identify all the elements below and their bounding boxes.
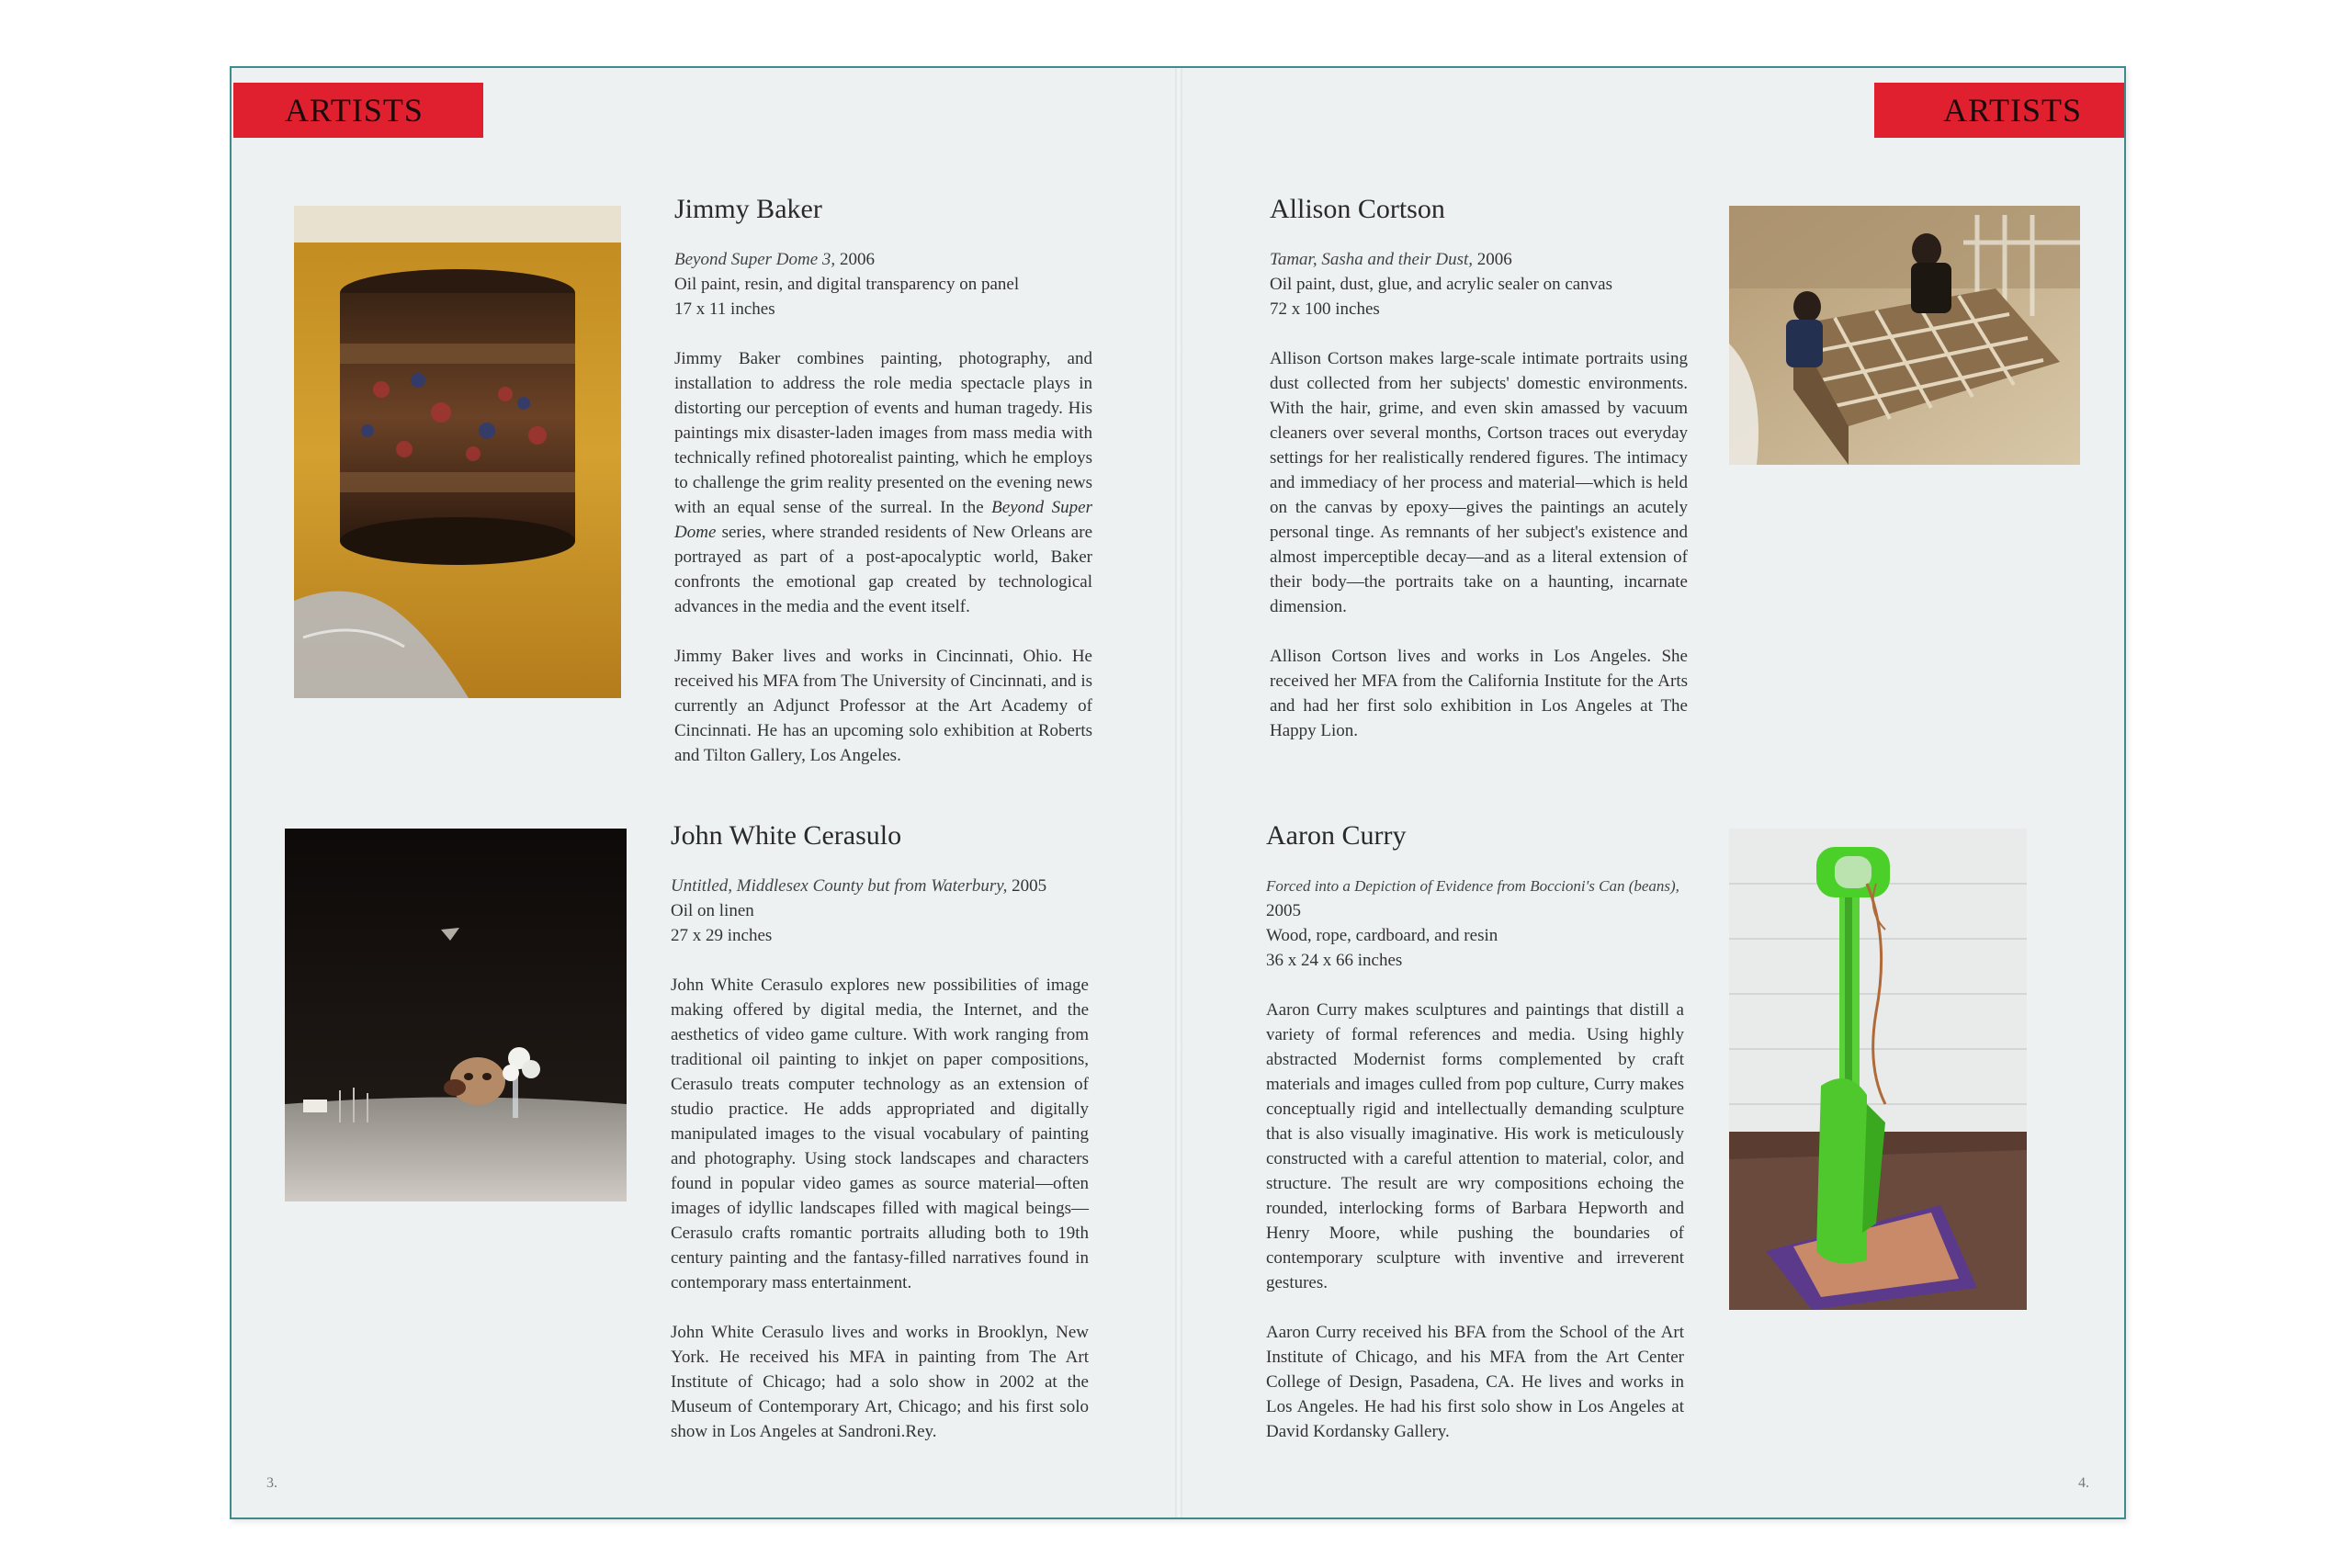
artist-name: Allison Cortson <box>1270 194 1445 224</box>
work-dimensions: 36 x 24 x 66 inches <box>1266 951 1403 970</box>
artwork-untitled-middlesex <box>285 829 627 1201</box>
artwork-tamar-sasha-dust <box>1729 206 2080 465</box>
page-number-left: 3. <box>266 1475 277 1491</box>
artist-name: Jimmy Baker <box>674 194 822 224</box>
artist-bio: Allison Cortson makes large-scale intimate portraits using dust collected from her subjects' domestic environments. With the hair, grime, and even skin amassed by vacuum cleaners over several months, Cortson traces out everyday settings for her realistically rendered figures. The intimacy and immediacy of her process and material—which is held on the canvas by epoxy—gives the paintings an acutely personal tinge. As remnants of her subject's existence and almost imperceptible decay—and as a literal extension of their body—the portraits take on a haunting, incarnate dimension. <box>1270 349 1688 616</box>
section-tab-left: ARTISTS <box>233 83 483 138</box>
artist-name: Aaron Curry <box>1266 820 1407 851</box>
work-year: 2006 <box>839 250 875 269</box>
artist-entry-allison-cortson <box>1270 194 1688 743</box>
work-medium: Oil paint, dust, glue, and acrylic sealer on canvas <box>1270 275 1613 294</box>
right-page <box>1178 68 2124 1517</box>
work-year: 2006 <box>1476 250 1512 269</box>
artist-entry-jimmy-baker <box>674 194 1092 768</box>
artist-background: Allison Cortson lives and works in Los Angeles. She received her MFA from the California Institute for the Arts and had her first solo exhibition in Los Angeles at The Happy Lion. <box>1270 647 1688 740</box>
work-title: Tamar, Sasha and their Dust, <box>1270 250 1474 269</box>
artist-name: John White Cerasulo <box>671 820 902 851</box>
work-year: 2005 <box>1012 876 1047 896</box>
work-dimensions: 27 x 29 inches <box>671 926 773 945</box>
artist-background: Jimmy Baker lives and works in Cincinnati, Ohio. He received his MFA from The University of Cincinnati, and is currently an Adjunct Professor at the Art Academy of Cincinnati. He has an upcoming solo exhibition at Roberts and Tilton Gallery, Los Angeles. <box>674 647 1092 765</box>
artist-entry-john-white-cerasulo <box>671 820 1089 1444</box>
artist-background: Aaron Curry received his BFA from the School of the Art Institute of Chicago, and his MFA from the Art Center College of Design, Pasadena, CA. He lives and works in Los Angeles. He had his first solo show in Los Angeles at David Kordansky Gallery. <box>1266 1323 1684 1441</box>
work-dimensions: 72 x 100 inches <box>1270 299 1380 319</box>
work-medium: Oil paint, resin, and digital transparency on panel <box>674 275 1020 294</box>
work-medium: Oil on linen <box>671 901 754 920</box>
artist-entry-aaron-curry <box>1266 820 1684 1444</box>
work-title: Forced into a Depiction of Evidence from Boccioni's Can (beans), <box>1266 877 1679 895</box>
work-dimensions: 17 x 11 inches <box>674 299 775 319</box>
artwork-beyond-super-dome <box>294 206 621 698</box>
artist-bio: Aaron Curry makes sculptures and paintings that distill a variety of formal references and media. Using highly abstracted Modernist forms complemented by craft materials and images culled from pop culture, Curry makes conceptually rigid and intellectually demanding sculpture that is also visually imaginative. His work is meticulously constructed with a careful attention to material, color, and structure. The result are wry compositions echoing the rounded, interlocking forms of Barbara Hepworth and Henry Moore, while pushing the boundaries of contemporary sculpture with inventive and irreverent gestures. <box>1266 1000 1684 1292</box>
artwork-forced-into-depiction <box>1729 829 2027 1310</box>
work-medium: Wood, rope, cardboard, and resin <box>1266 926 1498 945</box>
page-number-right: 4. <box>2078 1475 2089 1491</box>
catalog-spread <box>230 66 2126 1519</box>
work-year: 2005 <box>1266 901 1301 920</box>
work-title: Beyond Super Dome 3, <box>674 250 836 269</box>
work-title: Untitled, Middlesex County but from Waterbury, <box>671 876 1008 896</box>
section-tab-right: ARTISTS <box>1874 83 2124 138</box>
left-page <box>232 68 1178 1517</box>
artist-bio: John White Cerasulo explores new possibilities of image making offered by digital media, the Internet, and the aesthetics of video game culture. With work ranging from traditional oil painting to inkjet on paper compositions, Cerasulo treats computer technology as an extension of studio practice. He adds appropriated and digitally manipulated images to the visual vocabulary of painting and photography. Using stock landscapes and characters found in popular video games as source material—often images of idyllic landscapes filled with magical beings—Cerasulo crafts romantic portraits alluding both to 19th century painting and the fantasy-filled narratives found in contemporary mass entertainment. <box>671 976 1089 1292</box>
artist-background: John White Cerasulo lives and works in Brooklyn, New York. He received his MFA in painting from The Art Institute of Chicago; had a solo show in 2002 at the Museum of Contemporary Art, Chicago; and his first solo show in Los Angeles at Sandroni.Rey. <box>671 1323 1089 1441</box>
artist-bio: Jimmy Baker combines painting, photography, and installation to address the role media spectacle plays in distorting our perception of events and human tragedy. His paintings mix disaster-laden images from mass media with technically refined photorealist painting, which he employs to challenge the grim reality presented on the evening news with an equal sense of the surreal. In the Beyond Super Dome series, where stranded residents of New Orleans are portrayed as part of a post-apocalyptic world, Baker confronts the emotional gap created by technological advances in the media and the event itself. <box>674 349 1092 616</box>
